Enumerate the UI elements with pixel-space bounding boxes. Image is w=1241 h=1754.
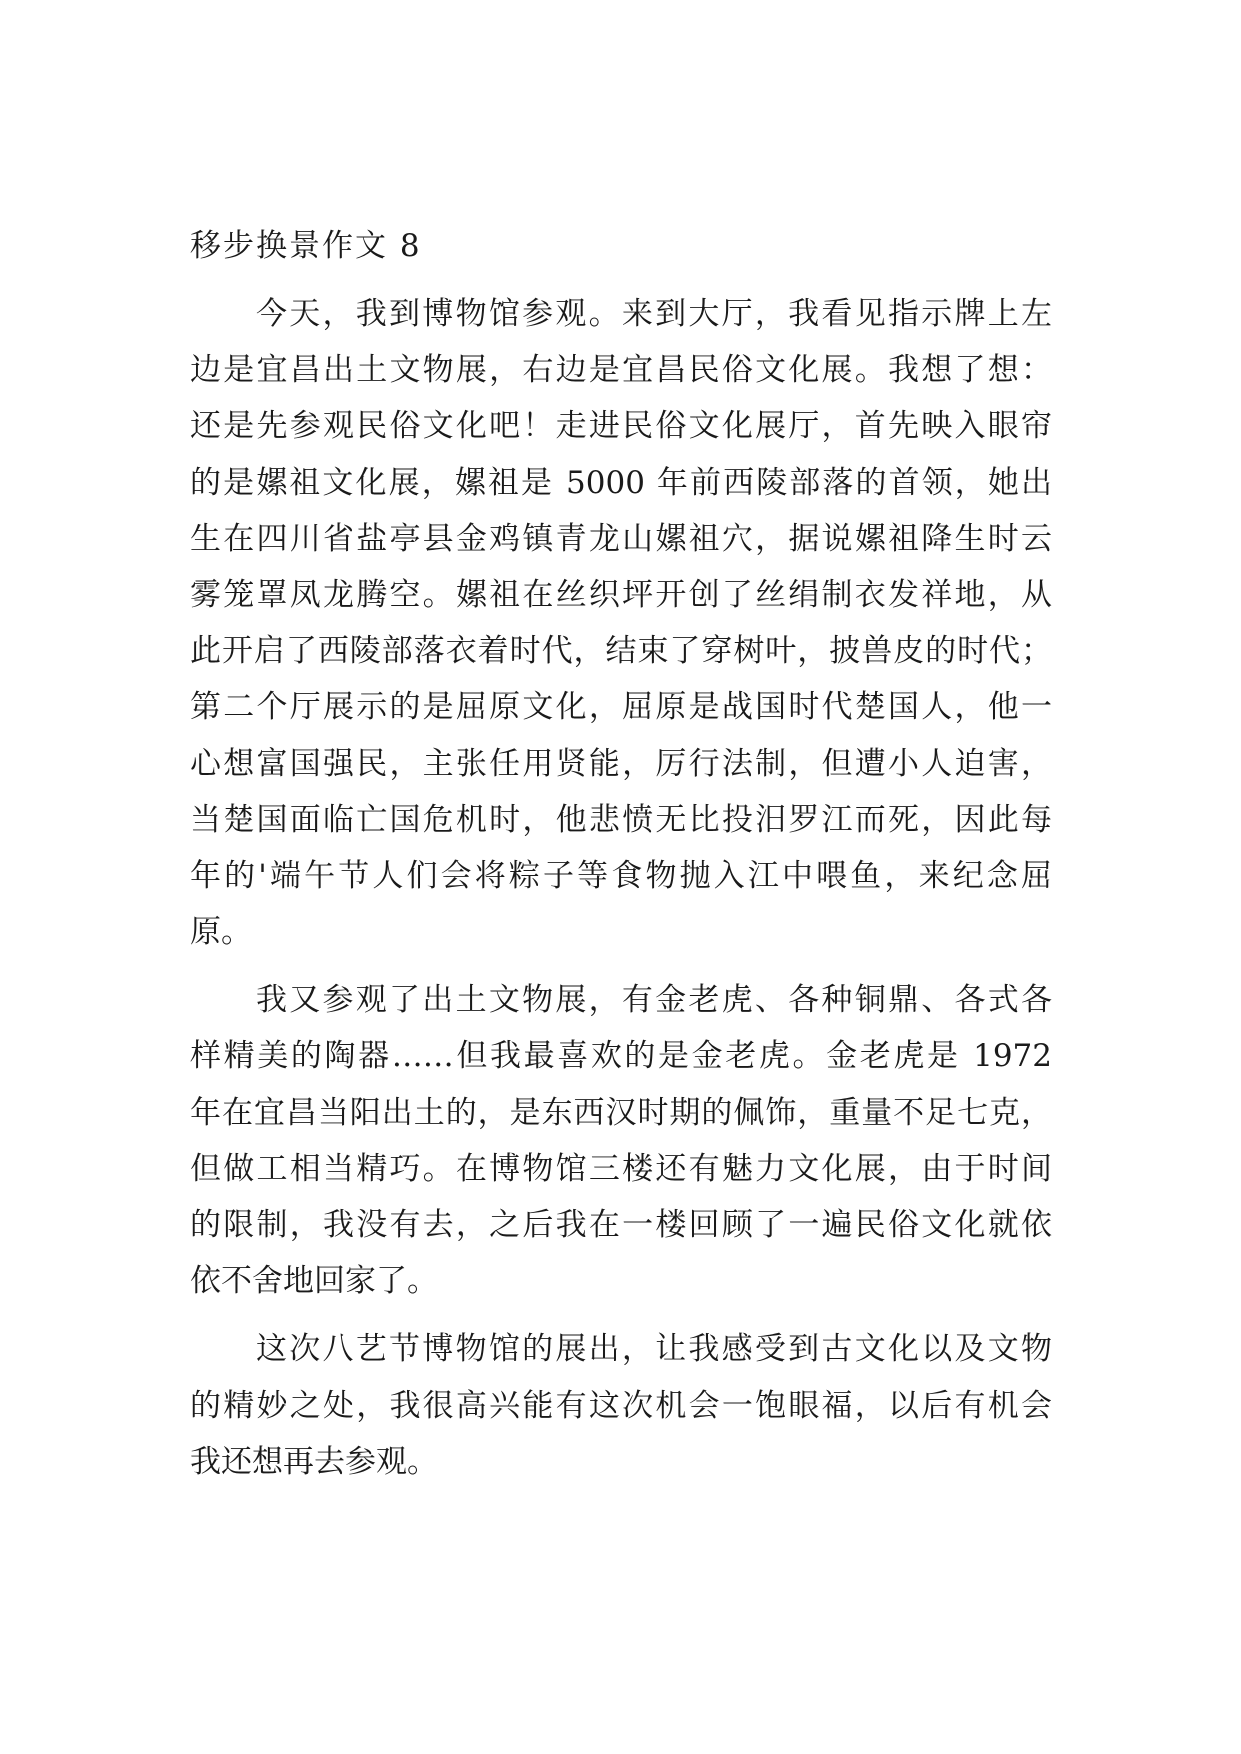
paragraph-line: 但做工相当精巧。在博物馆三楼还有魅力文化展，由于时间 [190,1150,1052,1187]
paragraph-line: 依不舍地回家了。 [190,1263,438,1300]
paragraph-line: 我还想再去参观。 [190,1443,438,1480]
paragraph-line: 样精美的陶器……但我最喜欢的是金老虎。金老虎是 1972 [190,1038,1052,1075]
paragraph-line: 这次八艺节博物馆的展出，让我感受到古文化以及文物 [256,1331,1052,1368]
paragraph-line: 还是先参观民俗文化吧！走进民俗文化展厅，首先映入眼帘 [190,408,1052,445]
paragraph-line: 年在宜昌当阳出土的，是东西汉时期的佩饰，重量不足七克， [190,1094,1052,1131]
paragraph-line: 第二个厅展示的是屈原文化，屈原是战国时代楚国人，他一 [190,689,1052,726]
paragraph-line: 年的'端午节人们会将粽子等食物抛入江中喂鱼，来纪念屈 [190,857,1052,894]
paragraph-line: 今天，我到博物馆参观。来到大厅，我看见指示牌上左 [256,296,1052,332]
paragraph-line: 的限制，我没有去，之后我在一楼回顾了一遍民俗文化就依 [190,1207,1052,1243]
paragraph-line: 的精妙之处，我很高兴能有这次机会一饱眼福，以后有机会 [190,1387,1052,1424]
paragraph-1 [190,286,1052,960]
paragraph-line: 的是嫘祖文化展，嫘祖是 5000 年前西陵部落的首领，她出 [190,464,1052,501]
paragraph-line: 我又参观了出土文物展，有金老虎、各种铜鼎、各式各 [256,982,1052,1019]
paragraph-line: 此开启了西陵部落衣着时代，结束了穿树叶，披兽皮的时代； [190,633,1052,670]
paragraph-line: 心想富国强民，主张任用贤能，厉行法制，但遭小人迫害， [190,745,1052,782]
paragraph-line: 当楚国面临亡国危机时，他悲愤无比投汨罗江而死，因此每 [190,801,1052,838]
document-body [190,218,1052,1490]
paragraph-line: 生在四川省盐亭县金鸡镇青龙山嫘祖穴，据说嫘祖降生时云 [190,520,1052,557]
document-title: 移步换景作文 8 [190,228,422,264]
paragraph-line: 原。 [190,914,252,951]
paragraph-line: 雾笼罩凤龙腾空。嫘祖在丝织坪开创了丝绢制衣发祥地，从 [190,576,1052,613]
paragraph-2 [190,972,1052,1309]
paragraph-line: 边是宜昌出土文物展，右边是宜昌民俗文化展。我想了想： [190,352,1052,389]
paragraph-3 [190,1321,1052,1490]
title-spacer [190,274,1052,286]
